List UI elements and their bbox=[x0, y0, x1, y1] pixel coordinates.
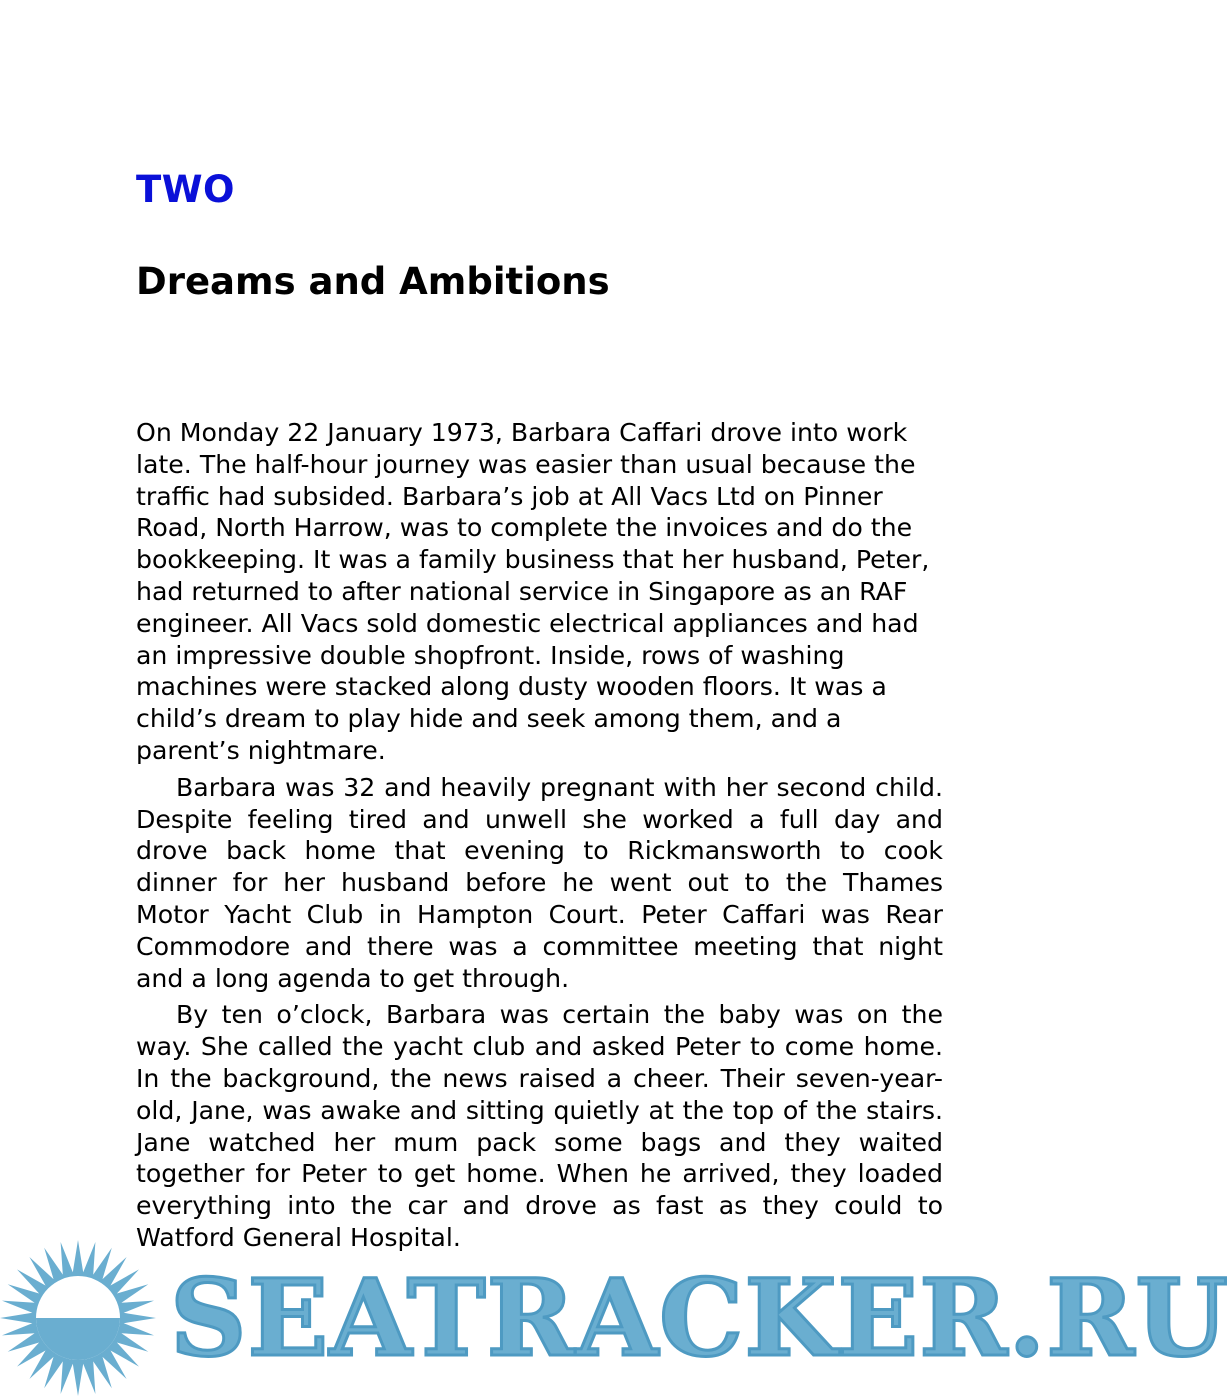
chapter-number: TWO bbox=[136, 168, 236, 211]
chapter-title: Dreams and Ambitions bbox=[136, 260, 610, 303]
paragraph-1: On Monday 22 January 1973, Barbara Caffari drove into work late. The half-hour journey was easier than usual because the traffic had subsided. Barbara’s job at All Vacs Ltd on Pinner Road, North Harrow, was to complete the invoices and do the bookkeeping. It was a family business that her husband, Peter, had returned to after national service in Singapore as an RAF engineer. All Vacs sold domestic electrical appliances and had an impressive double shopfront. Inside, rows of washing machines were stacked along dusty wooden floors. It was a child’s dream to play hide and seek among them, and a parent’s nightmare. bbox=[136, 418, 930, 765]
watermark-text: SEATRACKER.RU bbox=[170, 1255, 1229, 1380]
sun-icon bbox=[0, 1240, 156, 1396]
paragraph-3: By ten o’clock, Barbara was certain the baby was on the way. She called the yacht club and asked Peter to come home. In the background, the news raised a cheer. Their seven-year-old, Jane, was awake and sitting quietly at the top of the stairs. Jane watched her mum pack some bags and they waited together for Peter to get home. When he arrived, they loaded everything into the car and drove as fast as they could to Watford General Hospital. bbox=[136, 1000, 943, 1252]
chapter-body bbox=[136, 417, 943, 1259]
paragraph-2: Barbara was 32 and heavily pregnant with her second child. Despite feeling tired and unwell she worked a full day and drove back home that evening to Rickmansworth to cook dinner for her husband before he went out to the Thames Motor Yacht Club in Hampton Court. Peter Caffari was Rear Commodore and there was a committee meeting that night and a long agenda to get through. bbox=[136, 772, 943, 993]
